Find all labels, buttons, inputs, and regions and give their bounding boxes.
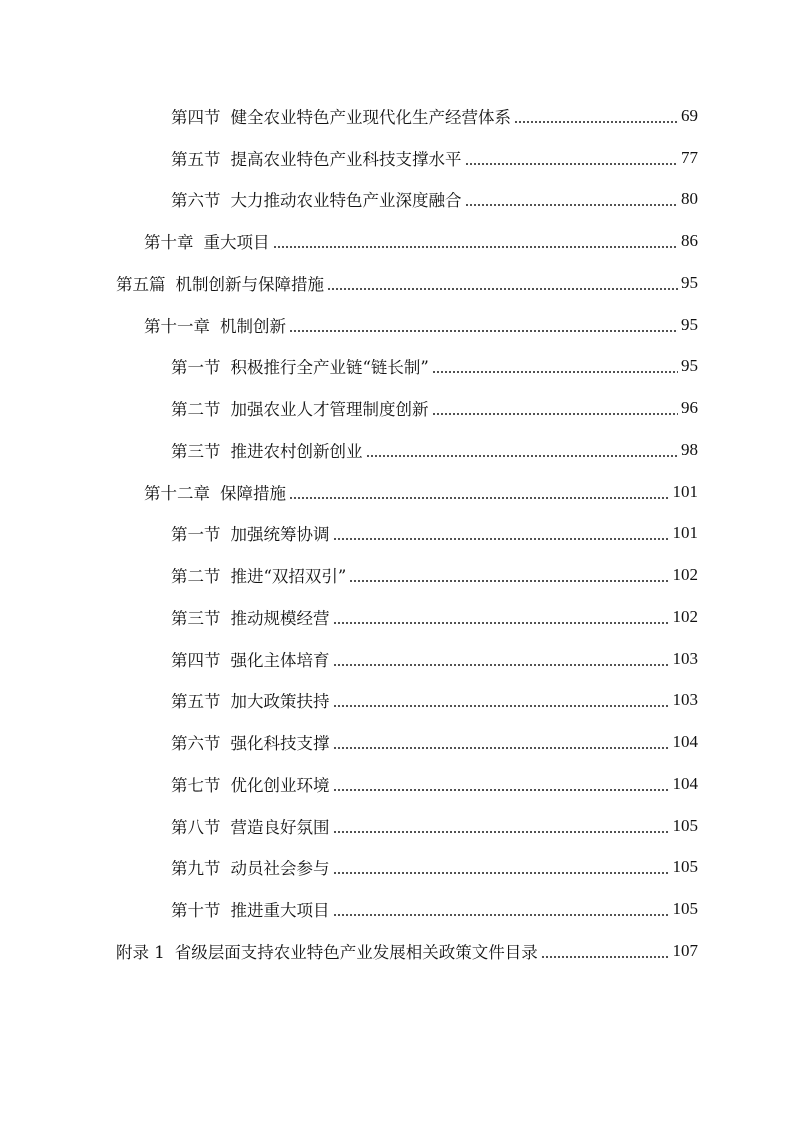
toc-entry-page-number: 96 — [681, 398, 698, 418]
toc-entry-number: 第六节 — [171, 734, 221, 754]
toc-entry-page-number: 86 — [681, 231, 698, 251]
toc-entry[interactable] — [0, 137, 698, 179]
toc-entry[interactable] — [0, 387, 698, 429]
toc-entry-number: 第五节 — [171, 149, 221, 169]
toc-entry[interactable] — [0, 513, 698, 555]
dot-leader — [273, 246, 679, 248]
toc-entry[interactable] — [0, 179, 698, 221]
toc-entry-title — [116, 939, 538, 963]
toc-entry-number: 第三节 — [171, 608, 221, 628]
dot-leader — [333, 789, 670, 791]
toc-entry-title — [144, 229, 270, 253]
toc-entry-title — [171, 146, 462, 170]
toc-entry-page-number: 103 — [672, 648, 698, 668]
toc-entry-page-number: 103 — [672, 690, 698, 710]
toc-entry-page-number: 69 — [681, 105, 698, 125]
toc-entry[interactable] — [0, 220, 698, 262]
toc-entry-title — [171, 563, 346, 587]
toc-entry-number: 第五节 — [171, 692, 221, 712]
toc-entry-title — [171, 772, 330, 796]
toc-entry-text: 省级层面支持农业特色产业发展相关政策文件目录 — [174, 942, 538, 962]
toc-entry-title — [144, 480, 286, 504]
toc-entry[interactable] — [0, 95, 698, 137]
toc-entry-page-number: 95 — [681, 314, 698, 334]
toc-entry-page-number: 105 — [672, 899, 698, 919]
dot-leader — [432, 413, 679, 415]
dot-leader — [333, 705, 670, 707]
dot-leader — [349, 580, 669, 582]
toc-entry[interactable] — [0, 721, 698, 763]
toc-entry-page-number: 95 — [681, 272, 698, 292]
toc-entry-text: 大力推动农业特色产业深度融合 — [230, 191, 462, 211]
toc-entry-text: 机制创新 — [220, 316, 286, 336]
toc-entry-page-number: 102 — [672, 606, 698, 626]
toc-entry-title — [171, 187, 462, 211]
toc-entry-number: 第十二章 — [144, 483, 210, 503]
toc-entry[interactable] — [0, 888, 698, 930]
toc-entry-text: 加大政策扶持 — [230, 692, 330, 712]
toc-entry-page-number: 101 — [672, 481, 698, 501]
toc-entry-page-number: 104 — [672, 732, 698, 752]
toc-entry-number: 第二节 — [171, 400, 221, 420]
toc-entry-number: 第十一章 — [144, 316, 210, 336]
toc-entry[interactable] — [0, 304, 698, 346]
toc-entry-title — [171, 730, 330, 754]
toc-entry-text: 强化主体培育 — [230, 650, 330, 670]
toc-entry-text: 推进重大项目 — [230, 901, 330, 921]
toc-entry-text: 保障措施 — [220, 483, 286, 503]
toc-entry[interactable] — [0, 805, 698, 847]
toc-entry-page-number: 104 — [672, 773, 698, 793]
toc-entry-number: 附录 1 — [116, 942, 165, 962]
dot-leader — [333, 747, 670, 749]
toc-entry[interactable] — [0, 596, 698, 638]
toc-entry-title — [171, 438, 363, 462]
dot-leader — [514, 121, 678, 123]
toc-entry-text: 动员社会参与 — [230, 859, 330, 879]
toc-entry-text: 机制创新与保障措施 — [175, 274, 324, 294]
dot-leader — [289, 330, 678, 332]
dot-leader — [541, 956, 670, 958]
dot-leader — [432, 371, 678, 373]
toc-entry-number: 第四节 — [171, 107, 221, 127]
toc-entry-number: 第七节 — [171, 775, 221, 795]
toc-entry[interactable] — [0, 346, 698, 388]
dot-leader — [333, 622, 670, 624]
toc-entry-number: 第十节 — [171, 901, 221, 921]
toc-entry-number: 第三节 — [171, 441, 221, 461]
toc-entry-number: 第一节 — [171, 525, 221, 545]
toc-entry-title — [171, 814, 330, 838]
toc-entry-page-number: 101 — [672, 523, 698, 543]
toc-entry-text: 推动规模经营 — [230, 608, 330, 628]
dot-leader — [333, 914, 670, 916]
toc-entry-page-number: 102 — [672, 565, 698, 585]
toc-entry-text: 提高农业特色产业科技支撑水平 — [230, 149, 462, 169]
toc-entry-number: 第九节 — [171, 859, 221, 879]
toc-entry-number: 第八节 — [171, 817, 221, 837]
toc-entry-title — [171, 104, 511, 128]
dot-leader — [333, 664, 670, 666]
toc-entry[interactable] — [0, 638, 698, 680]
table-of-contents — [0, 95, 793, 972]
toc-entry-text: 优化创业环境 — [230, 775, 330, 795]
toc-entry-title — [171, 688, 330, 712]
toc-entry-title — [171, 396, 429, 420]
toc-entry-page-number: 98 — [681, 439, 698, 459]
toc-entry-text: 积极推行全产业链“链长制” — [230, 358, 429, 378]
toc-entry-number: 第六节 — [171, 191, 221, 211]
toc-entry[interactable] — [0, 763, 698, 805]
dot-leader — [333, 831, 670, 833]
toc-entry-text: 推进农村创新创业 — [230, 441, 363, 461]
toc-entry[interactable] — [0, 680, 698, 722]
toc-entry-number: 第五篇 — [116, 274, 166, 294]
toc-entry-page-number: 107 — [672, 940, 698, 960]
toc-entry-text: 推进“双招双引” — [230, 567, 347, 587]
toc-entry-title — [171, 647, 330, 671]
toc-entry-title — [171, 855, 330, 879]
toc-entry-text: 健全农业特色产业现代化生产经营体系 — [230, 107, 511, 127]
dot-leader — [327, 288, 678, 290]
toc-entry[interactable] — [0, 930, 698, 972]
toc-entry-number: 第十章 — [144, 233, 194, 253]
dot-leader — [366, 455, 679, 457]
toc-entry[interactable] — [0, 429, 698, 471]
toc-entry-text: 加强统筹协调 — [230, 525, 330, 545]
toc-entry-text: 强化科技支撑 — [230, 734, 330, 754]
toc-entry-title — [171, 354, 429, 378]
toc-entry-text: 加强农业人才管理制度创新 — [230, 400, 429, 420]
toc-entry-title — [116, 271, 324, 295]
dot-leader — [333, 538, 670, 540]
toc-entry[interactable] — [0, 471, 698, 513]
dot-leader — [465, 204, 679, 206]
toc-entry-title — [171, 605, 330, 629]
toc-entry-title — [144, 313, 286, 337]
toc-entry-page-number: 105 — [672, 857, 698, 877]
toc-entry-number: 第二节 — [171, 567, 221, 587]
toc-entry-page-number: 77 — [681, 147, 698, 167]
toc-entry-page-number: 95 — [681, 356, 698, 376]
toc-entry[interactable] — [0, 847, 698, 889]
toc-entry[interactable] — [0, 554, 698, 596]
toc-entry-number: 第四节 — [171, 650, 221, 670]
toc-entry-text: 营造良好氛围 — [230, 817, 330, 837]
toc-entry-title — [171, 897, 330, 921]
toc-entry-page-number: 80 — [681, 189, 698, 209]
dot-leader — [289, 497, 670, 499]
toc-entry-text: 重大项目 — [203, 233, 270, 253]
toc-entry-title — [171, 521, 330, 545]
toc-entry[interactable] — [0, 262, 698, 304]
dot-leader — [465, 163, 679, 165]
toc-entry-number: 第一节 — [171, 358, 221, 378]
dot-leader — [333, 872, 670, 874]
toc-entry-page-number: 105 — [672, 815, 698, 835]
